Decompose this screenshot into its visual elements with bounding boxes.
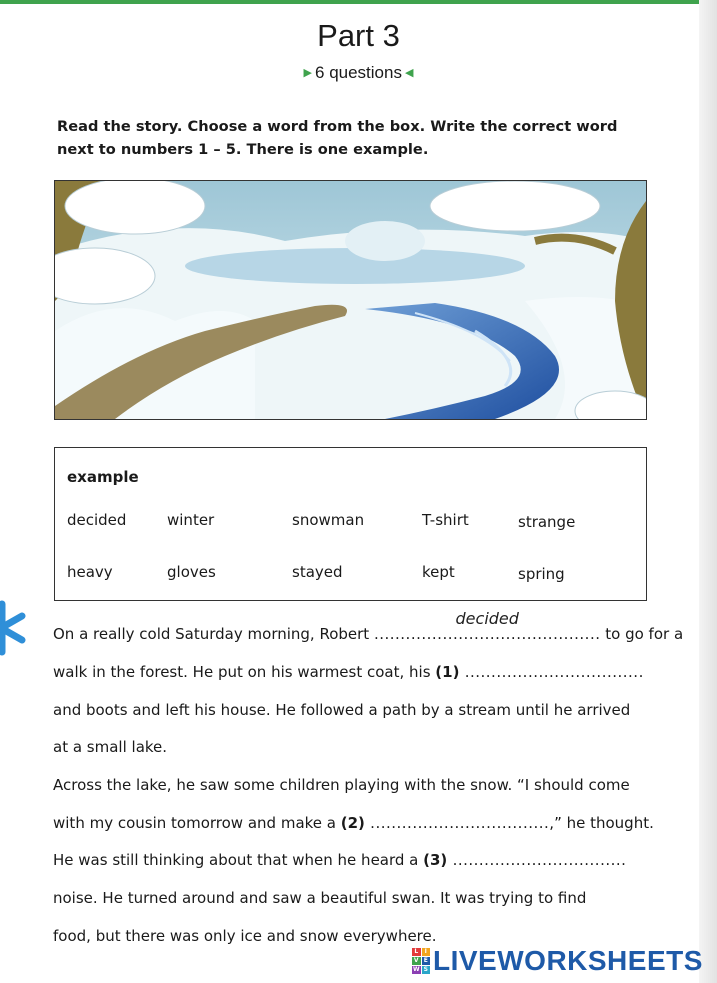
logo-text: LIVEWORKSHEETS [433,945,703,976]
story-text-segment: ,” he thought. [549,814,654,832]
word-option: kept [422,563,455,581]
story-line: at a small lake. [53,738,168,756]
word-option: T-shirt [422,511,469,529]
word-box [54,447,647,601]
story-line: food, but there was only ice and snow everywhere. [53,927,437,945]
page-title: Part 3 [317,18,400,53]
logo-mark-letter: I [422,948,431,956]
word-option: spring [518,565,565,583]
story-line: noise. He turned around and saw a beautiful swan. It was trying to find [53,889,587,907]
question-count [0,63,717,83]
word-option: snowman [292,511,365,529]
snowflake-icon [0,598,28,658]
story-line [53,851,626,869]
story-line: Across the lake, he saw some children playing with the snow. “I should come [53,776,630,794]
story-line [53,609,684,643]
story-text-segment: On a really cold Saturday morning, Robert [53,625,374,643]
winter-scene-illustration [54,180,647,420]
story-text-segment: to go for a [600,625,684,643]
story-text-segment: walk in the forest. He put on his warmest coat, his [53,663,436,681]
logo-mark-letter: S [422,966,431,974]
word-option: winter [167,511,215,529]
question-number-1: (1) [435,663,460,681]
question-number-3: (3) [423,851,448,869]
word-box-example-label: example [67,468,139,486]
arrow-right-icon: ▶ [303,67,313,79]
logo-mark-letter: V [413,957,419,964]
answer-blank-1[interactable]: .................................. [459,663,644,681]
answer-blank-3[interactable]: ................................. [447,851,627,869]
page-edge-shadow [699,0,717,983]
logo-mark-letter: E [422,957,431,965]
story-text-segment: He was still thinking about that when he heard a [53,851,424,869]
story-line [53,814,654,832]
example-blank: ........................................... [373,625,601,643]
top-accent-bar [0,0,717,4]
story-line [53,663,644,681]
word-option: heavy [67,563,113,581]
word-option: strange [518,513,576,531]
question-count-text: 6 questions [315,63,402,82]
example-answer-slot [373,609,601,643]
story-text-segment: with my cousin tomorrow and make a [53,814,341,832]
word-option: decided [67,511,127,529]
logo-mark-letter: L [412,948,421,956]
word-option: gloves [167,563,216,581]
question-number-2: (2) [340,814,365,832]
logo-mark-icon [412,948,430,974]
example-answer: decided [455,609,519,628]
arrow-left-icon: ◀ [404,67,414,79]
winter-scene-svg [55,181,646,419]
liveworksheets-logo[interactable] [412,945,703,977]
word-option: stayed [292,563,343,581]
logo-mark-letter: W [412,966,420,973]
story-line: and boots and left his house. He followed a path by a stream until he arrived [53,701,631,719]
instructions: Read the story. Choose a word from the box. Write the correct word next to numbers 1 – 5. There is one example. [57,118,618,158]
answer-blank-2[interactable]: .................................. [364,814,550,832]
